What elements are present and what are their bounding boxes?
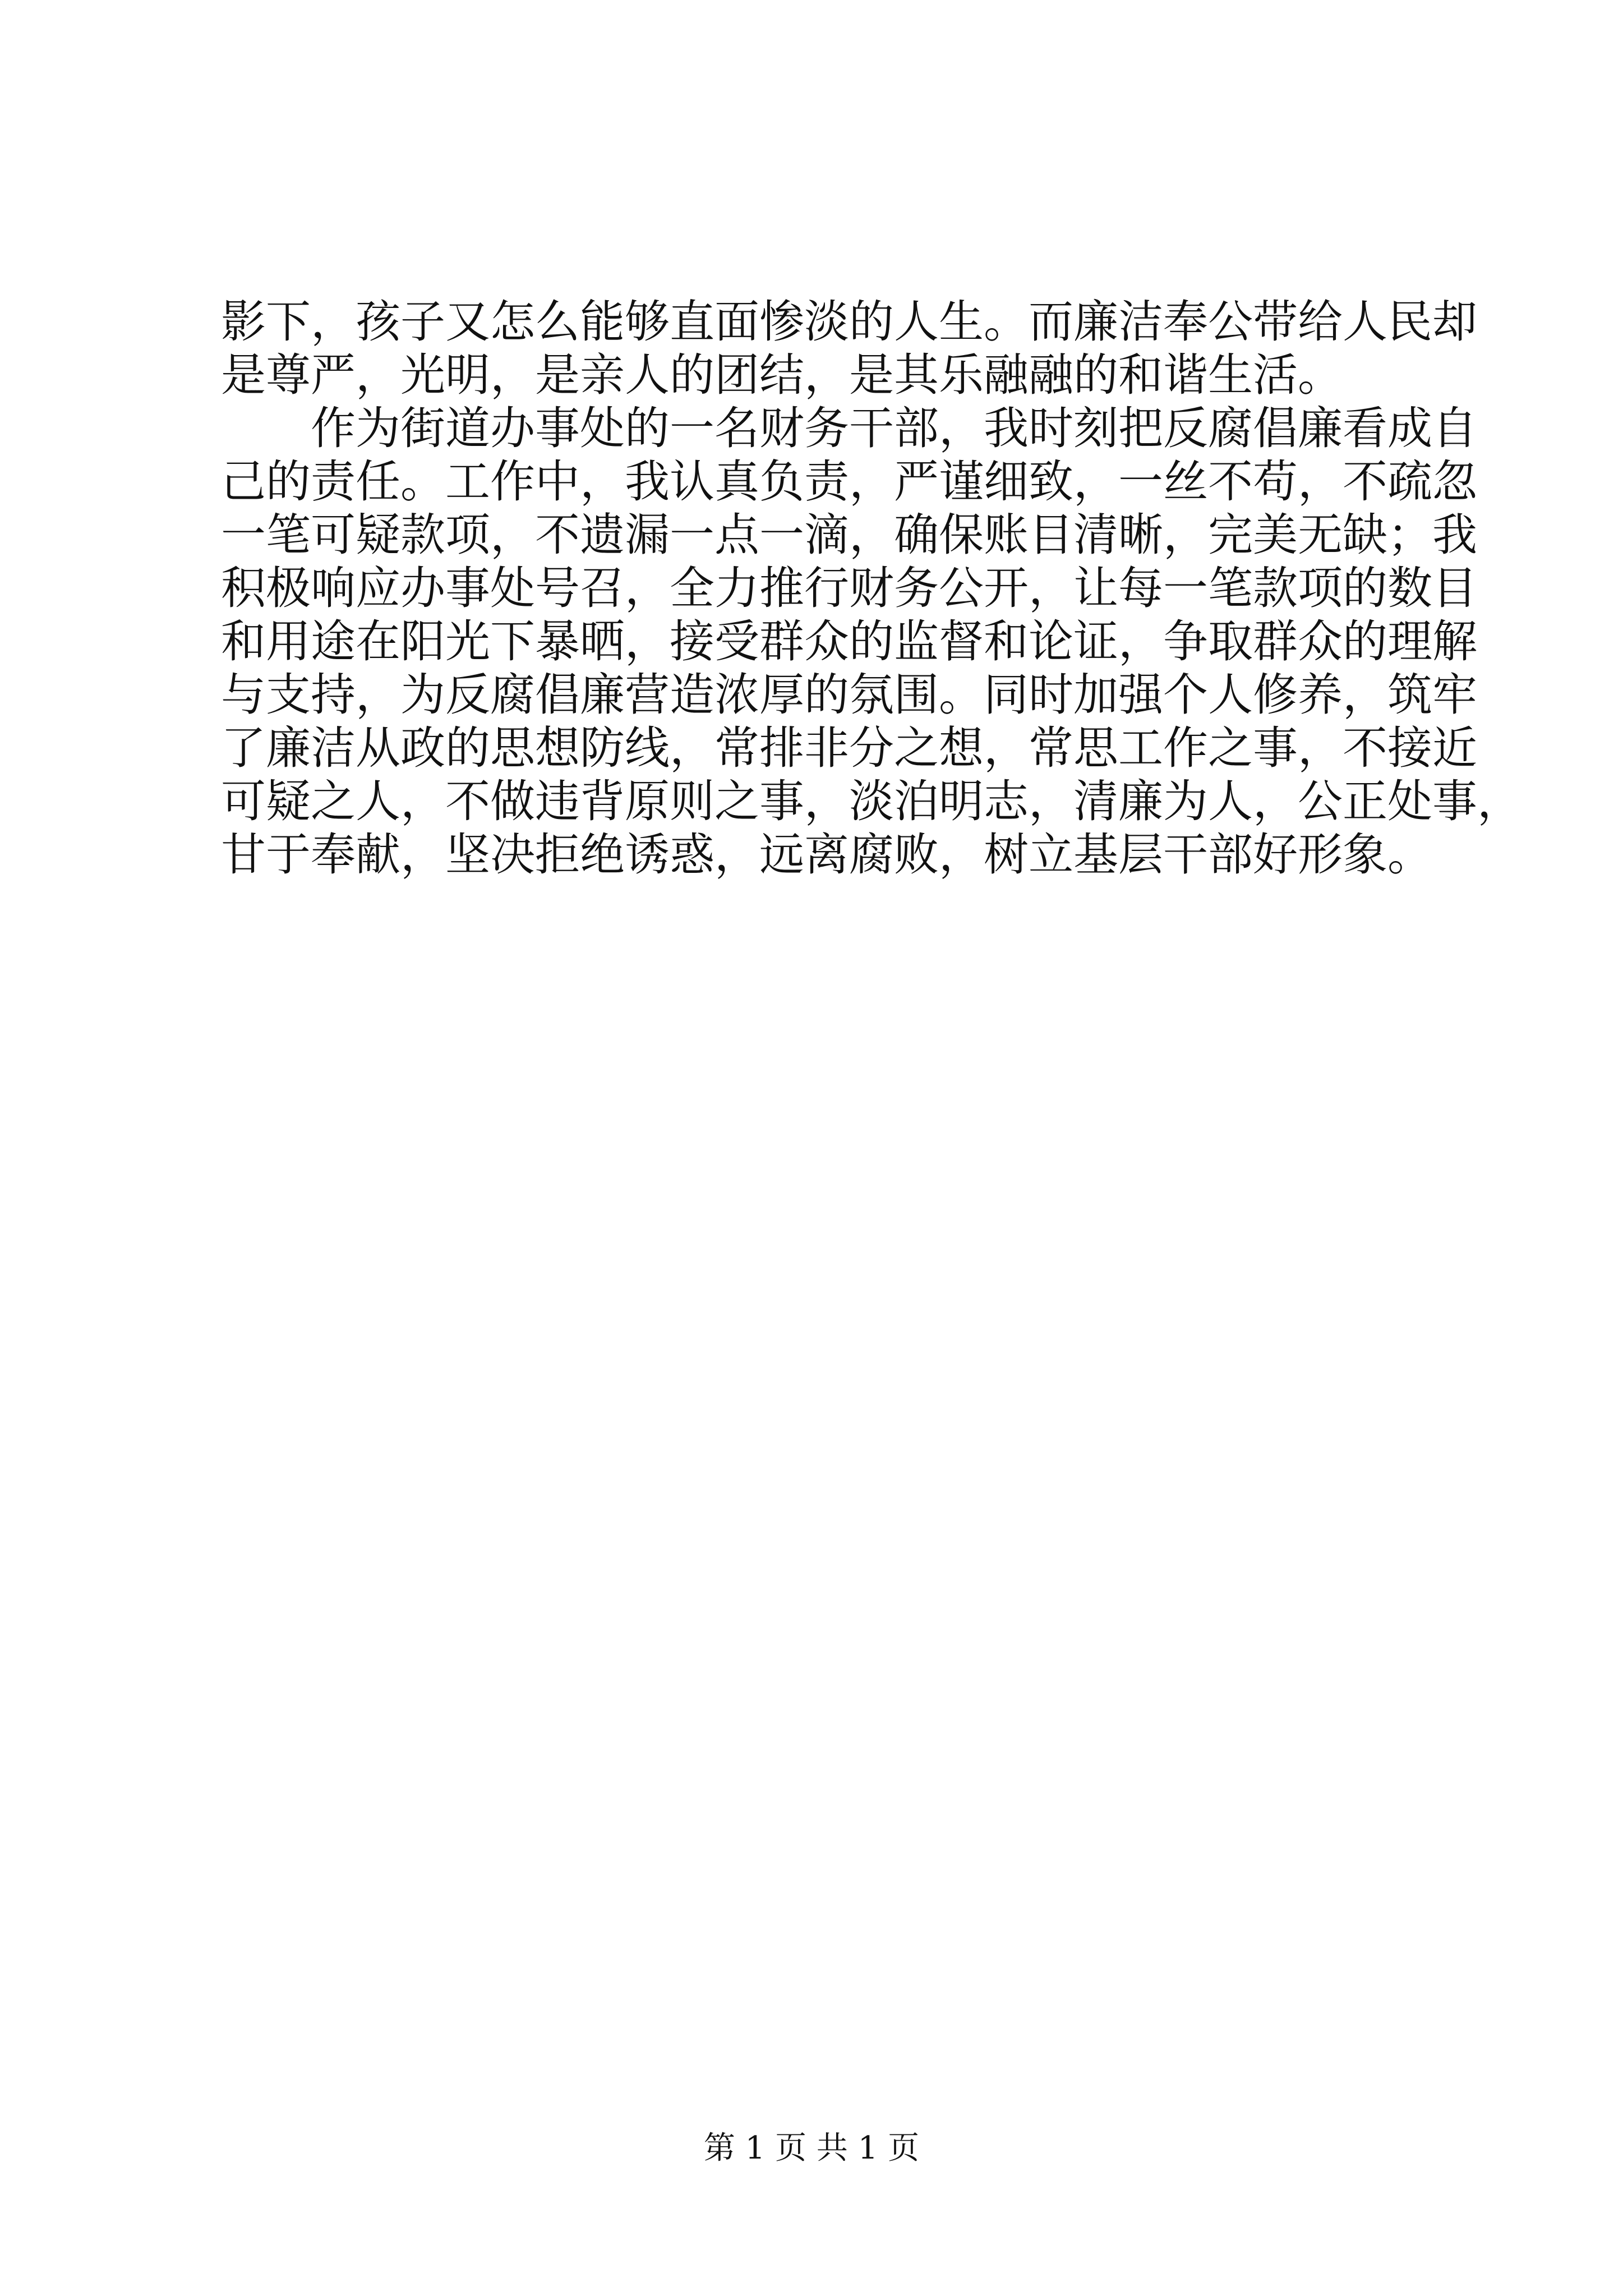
text-line: 影下，孩子又怎么能够直面惨淡的人生。而廉洁奉公带给人民却 — [221, 296, 1477, 348]
text-line: 己的责任。工作中，我认真负责，严谨细致，一丝不苟，不疏忽 — [221, 455, 1477, 508]
text-line: 一笔可疑款项，不遗漏一点一滴，确保账目清晰，完美无缺；我 — [221, 509, 1477, 561]
page-footer — [0, 2126, 1623, 2171]
text-line: 甘于奉献，坚决拒绝诱惑，远离腐败，树立基层干部好形象。 — [221, 829, 1432, 881]
page-number: 第 1 页 共 1 页 — [703, 2130, 920, 2166]
text-line: 是尊严，光明，是亲人的团结，是其乐融融的和谐生活。 — [221, 349, 1343, 401]
text-line: 了廉洁从政的思想防线，常排非分之想，常思工作之事，不接近 — [221, 722, 1477, 774]
text-line: 积极响应办事处号召，全力推行财务公开，让每一笔款项的数目 — [221, 562, 1477, 614]
text-line: 作为街道办事处的一名财务干部，我时刻把反腐倡廉看成自 — [311, 402, 1477, 454]
text-line: 可疑之人，不做违背原则之事，淡泊明志，清廉为人，公正处事， — [221, 775, 1522, 827]
document-body — [221, 295, 1522, 881]
text-line: 与支持，为反腐倡廉营造浓厚的氛围。同时加强个人修养，筑牢 — [221, 669, 1477, 721]
text-line: 和用途在阳光下暴晒，接受群众的监督和论证，争取群众的理解 — [221, 615, 1477, 668]
